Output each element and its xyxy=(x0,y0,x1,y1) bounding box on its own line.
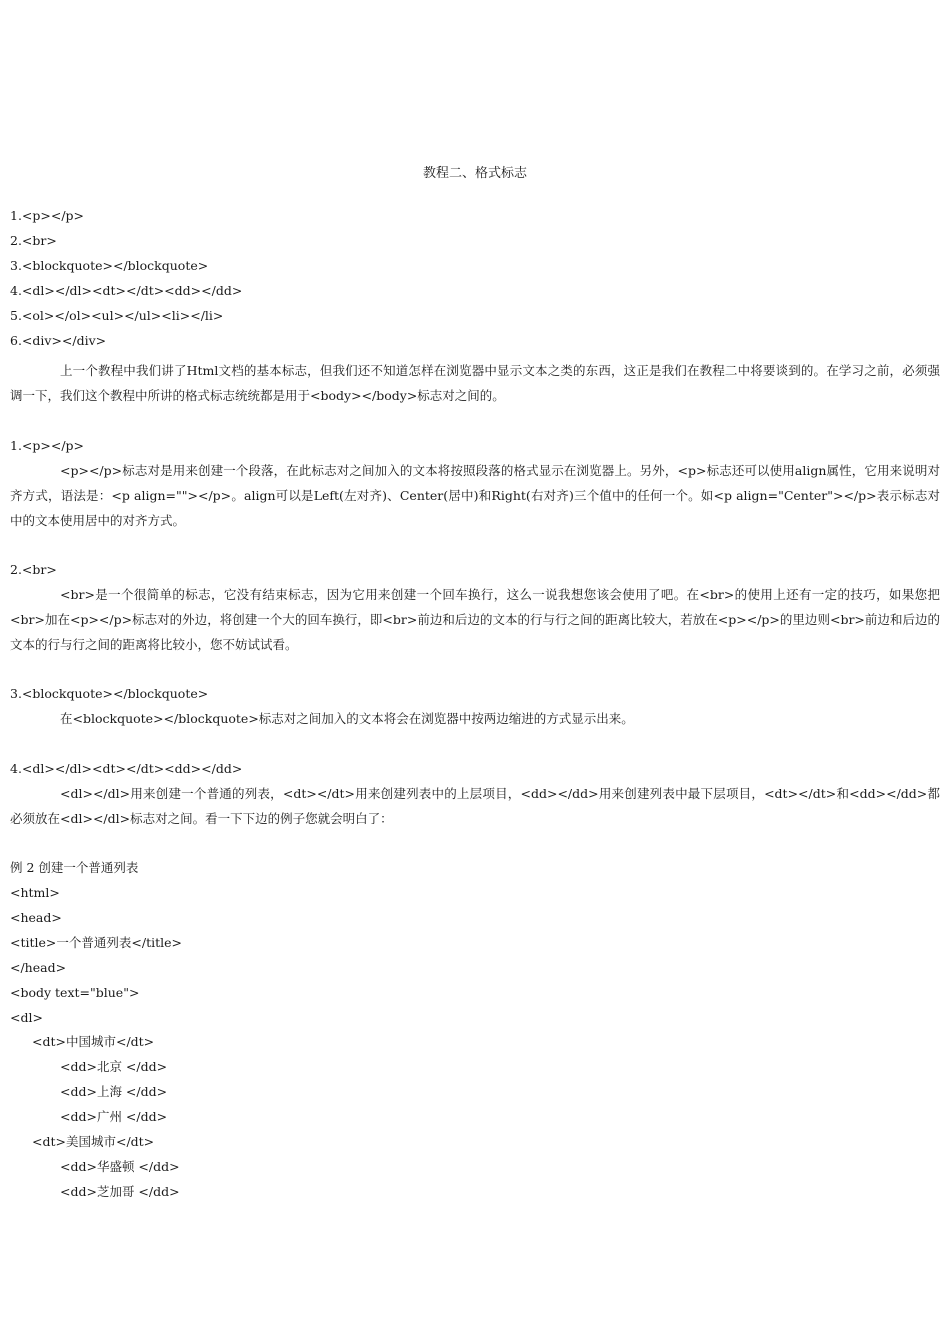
code-line: <title>一个普通列表</title> xyxy=(10,935,182,950)
section-body: <p></p>标志对是用来创建一个段落，在此标志对之间加入的文本将按照段落的格式显示在浏览器上。另外，<p>标志还可以使用align属性，它用来说明对齐方式，语法是：<p align=""></p>。align可以是Left(左对齐)、Center(居中)和Right(右对齐)三个值中的任何一个。如<p align="Center"></p>表示标志对中的文本使用居中的对齐方式。 xyxy=(10,463,940,528)
section-heading: 3.<blockquote></blockquote> xyxy=(10,686,209,701)
toc-item: 4.<dl></dl><dt></dt><dd></dd> xyxy=(10,283,243,298)
section-body: <dl></dl>用来创建一个普通的列表，<dt></dt>用来创建列表中的上层项目，<dd></dd>用来创建列表中最下层项目，<dt></dt>和<dd></dd>都必须放在<dl></dl>标志对之间。看一下下边的例子您就会明白了： xyxy=(10,786,940,826)
code-line: <dd>上海 </dd> xyxy=(60,1084,168,1099)
code-line: <dt>美国城市</dt> xyxy=(32,1134,155,1149)
toc-item: 6.<div></div> xyxy=(10,333,107,348)
toc-item: 2.<br> xyxy=(10,233,57,248)
section-body: 在<blockquote></blockquote>标志对之间加入的文本将会在浏览器中按两边缩进的方式显示出来。 xyxy=(60,711,634,726)
code-line: <head> xyxy=(10,910,62,925)
section-heading: 2.<br> xyxy=(10,562,57,577)
toc-item: 3.<blockquote></blockquote> xyxy=(10,258,209,273)
code-line: <dd>广州 </dd> xyxy=(60,1109,168,1124)
code-line: <dt>中国城市</dt> xyxy=(32,1034,155,1049)
document-title: 教程二、格式标志 xyxy=(422,166,527,181)
code-line: <dd>华盛顿 </dd> xyxy=(60,1159,180,1174)
intro-paragraph: 上一个教程中我们讲了Html文档的基本标志，但我们还不知道怎样在浏览器中显示文本之类的东西，这正是我们在教程二中将要谈到的。在学习之前，必须强调一下，我们这个教程中所讲的格式标志统统都是用于<body></body>标志对之间的。 xyxy=(10,363,940,403)
code-line: <body text="blue"> xyxy=(10,985,140,1000)
code-line: <html> xyxy=(10,885,60,900)
toc-item: 1.<p></p> xyxy=(10,208,85,223)
toc-item: 5.<ol></ol><ul></ul><li></li> xyxy=(10,308,224,323)
code-line: <dd>芝加哥 </dd> xyxy=(60,1184,180,1199)
section-body: <br>是一个很简单的标志，它没有结束标志，因为它用来创建一个回车换行，这么一说我想您该会使用了吧。在<br>的使用上还有一定的技巧，如果您把<br>加在<p></p>标志对的外边，将创建一个大的回车换行，即<br>前边和后边的文本的行与行之间的距离比较大，若放在<p></p>的里边则<br>前边和后边的文本的行与行之间的距离将比较小，您不妨试试看。 xyxy=(10,587,940,652)
code-line: <dd>北京 </dd> xyxy=(60,1059,168,1074)
section-heading: 1.<p></p> xyxy=(10,438,85,453)
section-heading: 4.<dl></dl><dt></dt><dd></dd> xyxy=(10,761,243,776)
code-line: </head> xyxy=(10,960,67,975)
code-line: <dl> xyxy=(10,1010,43,1025)
example-caption: 例 2 创建一个普通列表 xyxy=(10,860,139,875)
